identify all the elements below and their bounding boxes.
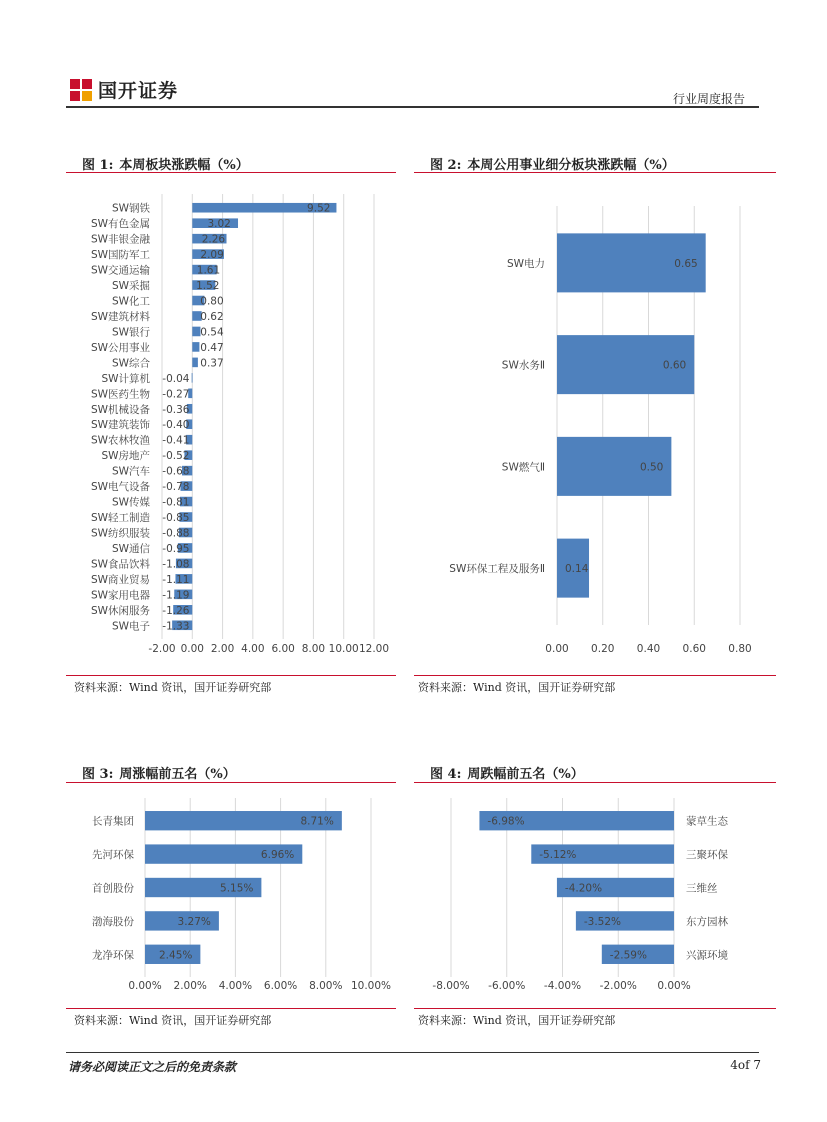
- x-tick-label: -8.00%: [432, 980, 470, 992]
- category-label: SW公用事业: [90, 341, 150, 354]
- data-label: 0.14: [565, 563, 589, 576]
- x-tick-label: 0.00%: [128, 980, 162, 992]
- fig2-source: 资料来源：Wind 资讯，国开证券研究部: [418, 681, 616, 694]
- x-tick-label: 0.00: [180, 643, 204, 655]
- category-label: 渤海股份: [92, 915, 134, 928]
- x-tick-label: 0.20: [591, 643, 615, 655]
- fig2-title: [430, 154, 681, 173]
- data-label: -3.52%: [583, 915, 622, 928]
- category-label: SW通信: [111, 542, 150, 555]
- category-label: 蒙草生态: [686, 815, 728, 828]
- x-tick-label: -2.00%: [599, 980, 637, 992]
- data-label: 0.62: [200, 310, 224, 323]
- fig4-title-text: 周跌幅前五名（%）: [467, 767, 584, 782]
- data-label: 1.61: [196, 264, 221, 277]
- fig2-title-text: 本周公用事业细分板块涨跌幅（%）: [467, 158, 675, 173]
- fig3-title-text: 周涨幅前五名（%）: [119, 767, 236, 782]
- bar: [192, 342, 199, 352]
- category-label: SW环保工程及服务Ⅱ: [449, 563, 545, 576]
- category-label: 三维丝: [686, 882, 718, 895]
- fig3-top-rule: [66, 782, 396, 783]
- logo-icon: [70, 79, 92, 101]
- data-label: -4.20%: [564, 882, 603, 895]
- fig3-source: 资料来源：Wind 资讯，国开证券研究部: [74, 1014, 272, 1027]
- data-label: -0.85: [162, 512, 190, 525]
- category-label: SW医药生物: [90, 388, 150, 401]
- category-label: SW钢铁: [111, 202, 150, 215]
- fig1-title-text: 本周板块涨跌幅（%）: [119, 158, 249, 173]
- fig2-number: 图 2:: [430, 158, 462, 173]
- category-label: SW机械设备: [90, 403, 150, 416]
- data-label: -0.27: [162, 388, 190, 401]
- category-label: SW食品饮料: [90, 558, 150, 571]
- data-label: 0.37: [200, 357, 224, 370]
- category-label: SW农林牧渔: [90, 434, 150, 447]
- fig3-number: 图 3:: [82, 767, 114, 782]
- fig2-chart: [414, 176, 776, 671]
- data-label: -0.36: [162, 403, 190, 416]
- x-tick-label: -6.00%: [488, 980, 526, 992]
- data-label: -1.11: [162, 573, 190, 586]
- category-label: SW电子: [111, 620, 150, 633]
- x-tick-label: 0.60: [682, 643, 706, 655]
- x-tick-label: 12.00: [358, 643, 390, 655]
- fig2-bottom-rule: [414, 675, 776, 676]
- category-label: SW交通运输: [90, 264, 150, 277]
- data-label: -1.08: [162, 558, 190, 571]
- fig4-bottom-rule: [414, 1008, 776, 1009]
- data-label: -0.95: [162, 542, 190, 555]
- bar: [192, 327, 200, 337]
- bar: [192, 358, 198, 368]
- x-tick-label: 0.40: [636, 643, 661, 655]
- data-label: -0.52: [162, 450, 190, 463]
- data-label: 0.50: [639, 461, 664, 474]
- x-tick-label: 8.00: [301, 643, 326, 655]
- category-label: SW休闲服务: [90, 604, 150, 617]
- category-label: SW水务Ⅱ: [501, 359, 545, 372]
- category-label: SW化工: [111, 295, 150, 308]
- category-label: SW计算机: [101, 372, 150, 385]
- fig1-number: 图 1:: [82, 158, 114, 173]
- category-label: 东方园林: [686, 915, 728, 928]
- category-label: SW综合: [111, 357, 150, 370]
- data-label: 0.60: [662, 359, 687, 372]
- data-label: 0.65: [674, 257, 698, 270]
- data-label: 2.45%: [159, 949, 193, 962]
- x-tick-label: -2.00: [148, 643, 176, 655]
- fig3-bottom-rule: [66, 1008, 396, 1009]
- category-label: SW电气设备: [90, 481, 150, 494]
- brand-logo: [70, 76, 178, 103]
- fig4-number: 图 4:: [430, 767, 462, 782]
- category-label: 先河环保: [92, 849, 134, 862]
- data-label: -0.88: [162, 527, 190, 540]
- fig1-chart: [66, 176, 396, 671]
- category-label: SW有色金属: [90, 218, 150, 231]
- data-label: 0.47: [200, 341, 224, 354]
- fig4-top-rule: [414, 782, 776, 783]
- report-type: 行业周度报告: [672, 92, 745, 106]
- x-tick-label: 2.00%: [173, 980, 207, 992]
- data-label: -0.04: [162, 372, 190, 385]
- data-label: -2.59%: [609, 949, 647, 962]
- data-label: -1.33: [162, 620, 190, 633]
- data-label: 6.96%: [260, 849, 295, 862]
- category-label: SW银行: [111, 326, 150, 339]
- data-label: -1.19: [162, 589, 190, 602]
- data-label: 8.71%: [300, 815, 334, 828]
- category-label: SW采掘: [111, 280, 150, 293]
- x-tick-label: -4.00%: [543, 980, 582, 992]
- brand-name: 国开证券: [98, 80, 179, 102]
- data-label: 5.15%: [220, 882, 254, 895]
- fig3-chart: [66, 786, 396, 1004]
- category-label: SW纺织服装: [90, 527, 150, 540]
- data-label: 2.26: [201, 233, 226, 246]
- footer-divider: [66, 1052, 759, 1053]
- category-label: 兴源环境: [686, 949, 728, 962]
- fig4-chart: [414, 786, 776, 1004]
- page-number: 4of 7: [730, 1058, 761, 1072]
- category-label: SW建筑装饰: [90, 419, 150, 432]
- category-label: 长青集团: [92, 815, 134, 828]
- category-label: SW电力: [506, 257, 545, 270]
- category-label: SW家用电器: [90, 589, 150, 602]
- category-label: SW国防军工: [90, 249, 150, 262]
- x-tick-label: 6.00%: [263, 980, 298, 992]
- data-label: 0.54: [200, 326, 224, 339]
- x-tick-label: 0.80: [728, 643, 752, 655]
- category-label: SW燃气Ⅱ: [501, 461, 545, 474]
- category-label: 三聚环保: [686, 849, 728, 862]
- fig1-bottom-rule: [66, 675, 396, 676]
- header-divider: [66, 106, 759, 108]
- fig1-title: [82, 154, 255, 173]
- fig1-source: 资料来源：Wind 资讯，国开证券研究部: [74, 681, 272, 694]
- x-tick-label: 0.00%: [657, 980, 691, 992]
- data-label: 3.27%: [177, 915, 211, 928]
- x-tick-label: 4.00: [241, 643, 265, 655]
- category-label: SW房地产: [101, 450, 150, 463]
- x-tick-label: 4.00%: [218, 980, 253, 992]
- category-label: SW汽车: [111, 465, 150, 478]
- data-label: -0.41: [162, 434, 190, 447]
- data-label: 2.09: [200, 249, 224, 262]
- data-label: -5.12%: [539, 849, 577, 862]
- x-tick-label: 8.00%: [309, 980, 343, 992]
- category-label: SW商业贸易: [90, 573, 150, 586]
- x-tick-label: 6.00: [271, 643, 295, 655]
- category-label: SW轻工制造: [90, 512, 150, 525]
- x-tick-label: 10.00: [328, 643, 359, 655]
- category-label: SW非银金融: [90, 233, 150, 246]
- data-label: 0.80: [200, 295, 224, 308]
- data-label: -1.26: [162, 604, 190, 617]
- category-label: SW传媒: [111, 496, 150, 509]
- data-label: -0.78: [162, 481, 190, 494]
- data-label: 3.02: [207, 218, 231, 231]
- data-label: 1.52: [196, 280, 220, 293]
- data-label: -0.68: [162, 465, 190, 478]
- x-tick-label: 2.00: [210, 643, 235, 655]
- x-tick-label: 10.00%: [350, 980, 392, 992]
- fig3-title: [82, 763, 242, 782]
- data-label: -6.98%: [487, 815, 525, 828]
- fig4-source: 资料来源：Wind 资讯，国开证券研究部: [418, 1014, 616, 1027]
- bar: [192, 373, 193, 383]
- data-label: 9.52: [307, 202, 331, 215]
- fig2-top-rule: [414, 172, 776, 173]
- data-label: -0.40: [162, 419, 190, 432]
- disclaimer-link[interactable]: 请务必阅读正文之后的免责条款: [68, 1060, 237, 1074]
- x-tick-label: 0.00: [545, 643, 569, 655]
- fig1-top-rule: [66, 172, 396, 173]
- category-label: SW建筑材料: [90, 310, 150, 323]
- category-label: 首创股份: [92, 882, 134, 895]
- fig4-title: [430, 763, 590, 782]
- category-label: 龙净环保: [92, 949, 134, 962]
- data-label: -0.81: [162, 496, 190, 509]
